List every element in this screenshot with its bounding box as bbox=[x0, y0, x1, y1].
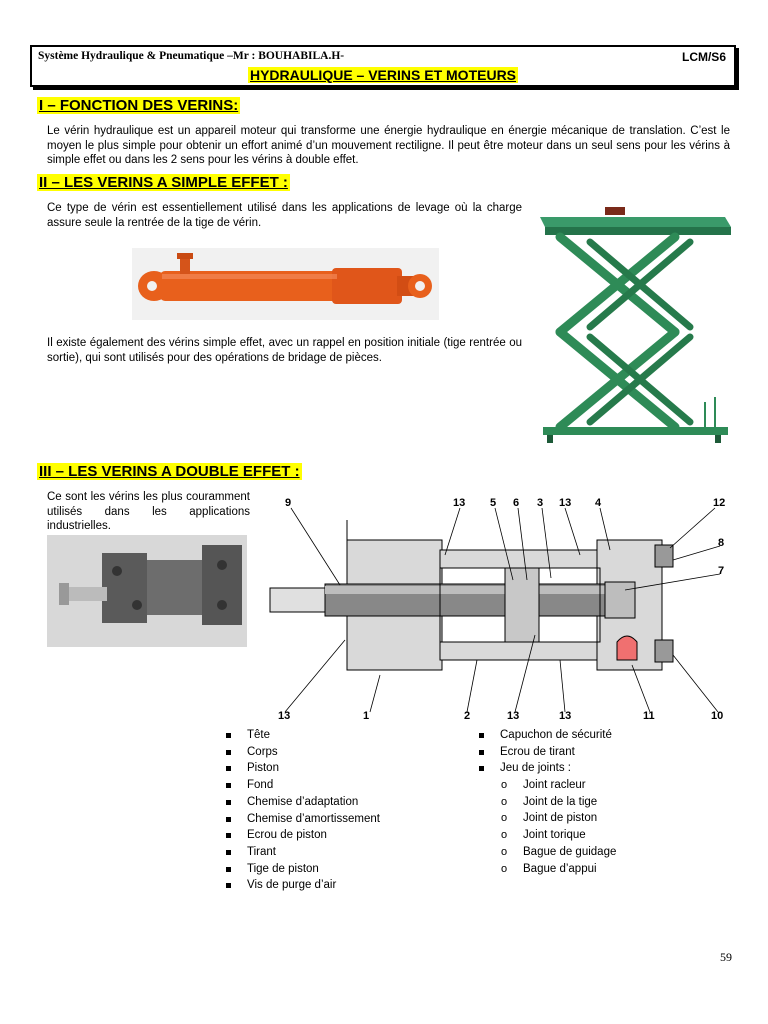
document-title: HYDRAULIQUE – VERINS ET MOTEURS bbox=[249, 67, 517, 83]
list-item: o Bague d’appui bbox=[477, 861, 727, 878]
double-acting-cylinder-diagram bbox=[265, 490, 735, 720]
callout-3: 3 bbox=[537, 497, 544, 509]
joints-sublist bbox=[477, 777, 727, 877]
list-item: Chemise d’amortissement bbox=[224, 811, 454, 828]
course-title: Système Hydraulique & Pneumatique –Mr : BOUHABILA.H- bbox=[38, 50, 345, 62]
callout-4: 4 bbox=[595, 497, 602, 509]
list-item: o Bague de guidage bbox=[477, 844, 727, 861]
section-2-title: II – LES VERINS A SIMPLE EFFET : bbox=[39, 174, 288, 191]
list-item: Vis de purge d’air bbox=[224, 877, 454, 894]
page-header bbox=[30, 45, 736, 87]
callout-1: 1 bbox=[363, 710, 370, 720]
callout-5: 5 bbox=[490, 497, 497, 509]
list-item: Ecrou de piston bbox=[224, 827, 454, 844]
list-item: Jeu de joints : bbox=[477, 760, 727, 777]
section-1-text: Le vérin hydraulique est un appareil moteur qui transforme une énergie hydraulique en énergie mécanique de translation. C’est le moyen le plus simple pour obtenir un effort animé d’un mouvement rectiligne. Il peut être moteur dans un seul sens pour les vérins à simple effet ou dans les 2 sens pour les vérins à double effet. bbox=[47, 125, 730, 166]
callout-2: 2 bbox=[464, 710, 471, 720]
scissor-lift-image bbox=[535, 202, 733, 452]
list-item: Chemise d’adaptation bbox=[224, 794, 454, 811]
list-item: Ecrou de tirant bbox=[477, 744, 727, 761]
list-item: o Joint de la tige bbox=[477, 794, 727, 811]
list-item: Tirant bbox=[224, 844, 454, 861]
list-item: Capuchon de sécurité bbox=[477, 727, 727, 744]
list-item: o Joint torique bbox=[477, 827, 727, 844]
callout-6: 6 bbox=[513, 497, 520, 509]
callout-9: 9 bbox=[285, 497, 292, 509]
callout-13a: 13 bbox=[453, 497, 466, 509]
list-item: Corps bbox=[224, 744, 454, 761]
list-item: o Joint racleur bbox=[477, 777, 727, 794]
callout-7: 7 bbox=[718, 565, 725, 577]
parts-list-right bbox=[477, 727, 727, 777]
list-item: Fond bbox=[224, 777, 454, 794]
callout-13b: 13 bbox=[559, 497, 572, 509]
callout-11: 11 bbox=[643, 710, 655, 720]
list-item: Piston bbox=[224, 760, 454, 777]
callout-12: 12 bbox=[713, 497, 726, 509]
section-2-text-1: Ce type de vérin est essentiellement utilisé dans les applications de levage où la charge assure seule la rentrée de la tige de vérin. bbox=[47, 202, 522, 229]
list-item: Tête bbox=[224, 727, 454, 744]
callout-13d: 13 bbox=[507, 710, 520, 720]
callout-13e: 13 bbox=[559, 710, 572, 720]
list-item: Tige de piston bbox=[224, 861, 454, 878]
page-number: 59 bbox=[720, 950, 732, 964]
section-1-title: I – FONCTION DES VERINS: bbox=[39, 97, 239, 114]
course-code: LCM/S6 bbox=[681, 50, 726, 64]
double-acting-cylinder-photo bbox=[47, 535, 247, 647]
callout-8: 8 bbox=[718, 537, 725, 549]
section-3-text: Ce sont les vérins les plus couramment utilisés dans les applications industrielles. bbox=[47, 491, 250, 532]
section-3-title: III – LES VERINS A DOUBLE EFFET : bbox=[39, 463, 300, 480]
callout-10: 10 bbox=[711, 710, 724, 720]
callout-13c: 13 bbox=[278, 710, 291, 720]
section-2-text-2: Il existe également des vérins simple effet, avec un rappel en position initiale (tige rentrée ou sortie), qui sont utilisés pour des opérations de bridage de pièces. bbox=[47, 337, 522, 364]
list-item: o Joint de piston bbox=[477, 810, 727, 827]
single-acting-cylinder-image bbox=[132, 248, 439, 320]
parts-list-left bbox=[224, 727, 454, 894]
